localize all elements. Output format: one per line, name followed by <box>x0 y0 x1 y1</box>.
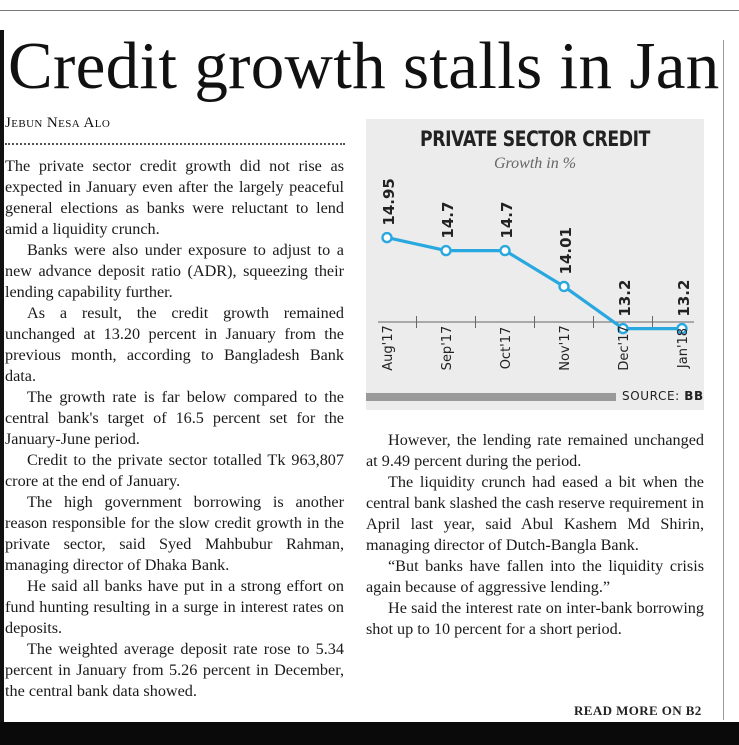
source-name: BB <box>684 389 704 403</box>
data-point <box>501 246 510 255</box>
article-right-column <box>366 430 704 640</box>
column-divider <box>723 40 724 720</box>
data-label: 14.7 <box>498 201 516 239</box>
headline: Credit growth stalls in Jan <box>8 29 720 103</box>
source-prefix: SOURCE: <box>622 389 680 403</box>
paragraph: Banks were also under exposure to adjust to a new advance deposit ratio (ADR), squeezing their lending capability further. <box>5 241 344 301</box>
source-credit <box>622 389 704 403</box>
x-tick-label: Jan'18 <box>676 327 691 369</box>
chart-subtitle: Growth in % <box>493 155 577 172</box>
paragraph: The liquidity crunch had eased a bit when the central bank slashed the cash reserve requirement in April last year, said Abul Kashem Md Shirin, managing director of Dutch-Bangla Bank. <box>366 473 704 554</box>
data-point <box>383 233 392 242</box>
x-tick-label: Aug'17 <box>381 325 396 371</box>
page-bottom-band <box>0 722 739 745</box>
x-tick-label: Nov'17 <box>558 325 573 371</box>
paragraph: Credit to the private sector totalled Tk 963,807 crore at the end of January. <box>5 451 344 490</box>
chart-title: PRIVATE SECTOR CREDIT <box>420 127 650 151</box>
credit-growth-chart <box>366 119 704 410</box>
data-label: 14.01 <box>557 227 575 275</box>
paragraph: “But banks have fallen into the liquidity crisis again because of aggressive lending.” <box>366 557 704 596</box>
paragraph: He said the interest rate on inter-bank borrowing shot up to 10 percent for a short period. <box>366 599 704 638</box>
data-label: 13.2 <box>675 279 693 317</box>
top-rule <box>0 0 739 11</box>
chart-plot <box>366 119 704 410</box>
paragraph: The high government borrowing is another reason responsible for the slow credit growth in the private sector, said Syed Mahbubur Rahman, managing director of Dhaka Bank. <box>5 493 344 574</box>
data-point <box>560 282 569 291</box>
series-line <box>387 238 682 329</box>
page-edge <box>0 30 4 722</box>
x-tick-label: Sep'17 <box>440 325 455 371</box>
paragraph: The private sector credit growth did not rise as expected in January even after the largely peaceful general elections as banks were reluctant to lend amid a liquidity crunch. <box>5 157 344 238</box>
data-label: 14.95 <box>380 178 398 226</box>
article-left-column <box>5 156 344 702</box>
paragraph: He said all banks have put in a strong effort on fund hunting resulting in a surge in interest rates on deposits. <box>5 577 344 637</box>
data-point <box>442 246 451 255</box>
source-bar <box>366 393 616 401</box>
paragraph: However, the lending rate remained unchanged at 9.49 percent during the period. <box>366 431 704 470</box>
byline-divider <box>5 143 345 145</box>
paragraph: The weighted average deposit rate rose to 5.34 percent in January from 5.26 percent in December, the central bank data showed. <box>5 640 344 700</box>
byline: Jebun Nesa Alo <box>5 115 111 131</box>
data-label: 13.2 <box>616 279 634 317</box>
paragraph: As a result, the credit growth remained unchanged at 13.20 percent in January from the previous month, according to Bangladesh Bank data. <box>5 304 344 385</box>
read-more-link[interactable]: READ MORE ON B2 <box>574 703 702 718</box>
paragraph: The growth rate is far below compared to the central bank's target of 16.5 percent set for the January-June period. <box>5 388 344 448</box>
x-tick-label: Dec'17 <box>617 325 632 371</box>
x-tick-label: Oct'17 <box>499 326 514 370</box>
data-label: 14.7 <box>439 201 457 239</box>
